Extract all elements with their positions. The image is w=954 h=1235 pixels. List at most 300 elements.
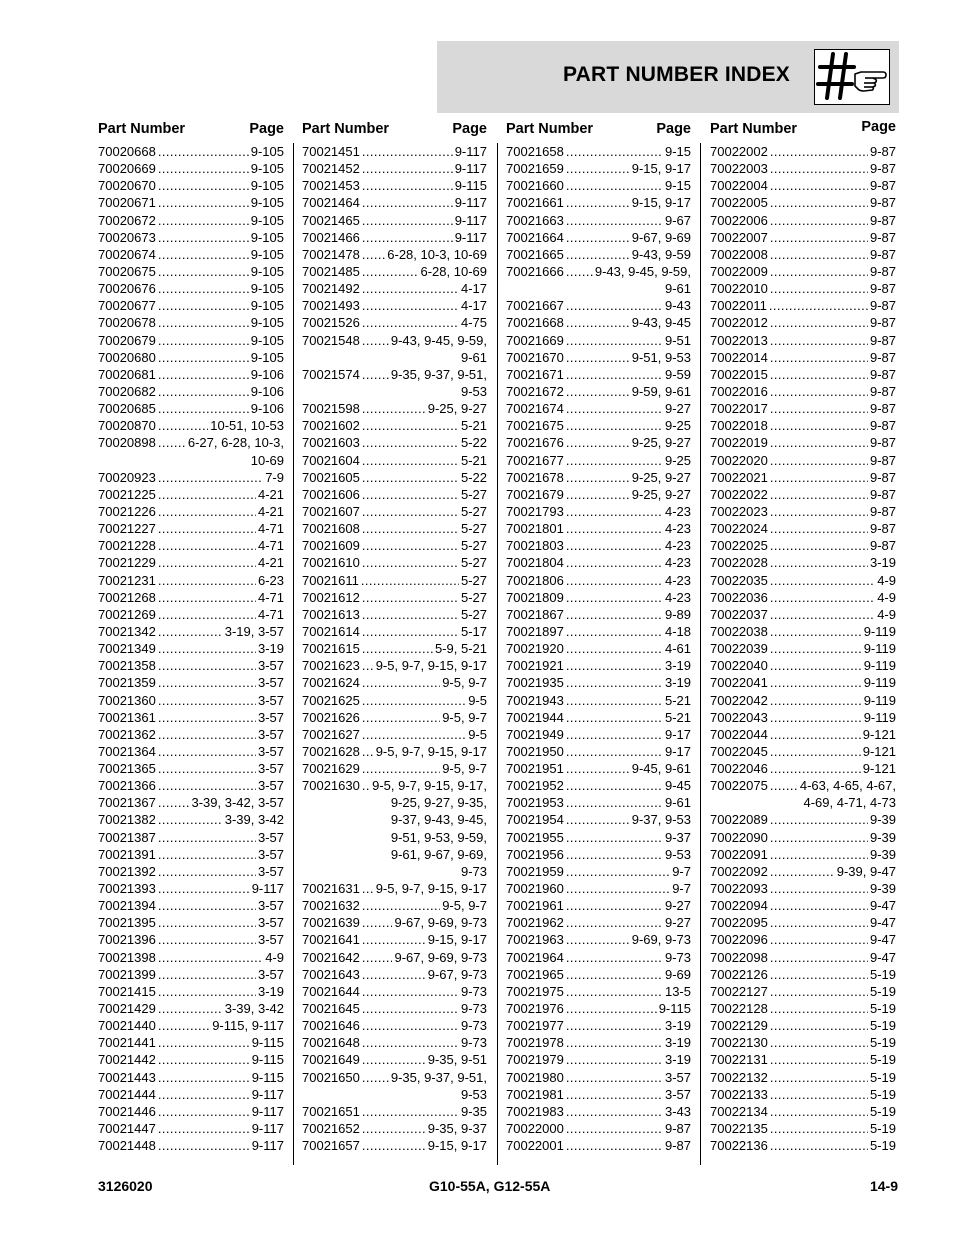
entry-list xyxy=(710,143,896,1154)
page-reference: 3-39, 3-42 xyxy=(224,1001,284,1017)
part-number: 70022035 xyxy=(710,572,768,588)
page-reference: 9-115 xyxy=(454,178,487,194)
dot-leader xyxy=(362,280,459,297)
dot-leader xyxy=(566,554,663,571)
page-reference: 9-121 xyxy=(862,743,896,759)
part-number: 70021415 xyxy=(98,983,156,999)
index-entry xyxy=(506,589,691,606)
index-entry xyxy=(302,520,487,537)
page-reference: 9-39 xyxy=(869,881,896,897)
index-entry xyxy=(98,709,284,726)
part-number: 70021660 xyxy=(506,178,564,194)
page-heading: Page xyxy=(452,121,487,137)
index-entry xyxy=(506,811,691,828)
dot-leader xyxy=(770,949,868,966)
dot-leader xyxy=(362,212,453,229)
part-number: 70021668 xyxy=(506,315,564,331)
page-reference: 9-61 xyxy=(664,795,691,811)
page-reference: 9-45, 9-61 xyxy=(631,761,691,777)
dot-leader xyxy=(566,572,663,589)
part-number: 70021366 xyxy=(98,778,156,794)
index-entry xyxy=(98,623,284,640)
index-entry xyxy=(506,314,691,331)
index-entry xyxy=(302,434,487,451)
part-number: 70021644 xyxy=(302,983,360,999)
dot-leader xyxy=(158,1086,250,1103)
part-number: 70021367 xyxy=(98,795,156,811)
page-reference: 4-23 xyxy=(664,521,691,537)
index-entry xyxy=(98,863,284,880)
page-reference: 9-45 xyxy=(664,778,691,794)
part-number: 70021231 xyxy=(98,572,156,588)
part-number: 70022038 xyxy=(710,623,768,639)
dot-leader xyxy=(566,897,663,914)
part-number: 70021981 xyxy=(506,1086,564,1102)
index-entry xyxy=(506,349,691,366)
part-number: 70021959 xyxy=(506,863,564,879)
page-reference: 3-19 xyxy=(664,675,691,691)
index-entry xyxy=(302,623,487,640)
page-reference: 3-57 xyxy=(257,846,284,862)
dot-leader xyxy=(770,469,868,486)
part-number: 70021393 xyxy=(98,881,156,897)
page-reference: 4-61 xyxy=(664,641,691,657)
part-number: 70021626 xyxy=(302,709,360,725)
index-entry xyxy=(710,554,896,571)
page-reference: 9-119 xyxy=(863,641,896,657)
page-reference: 9-87 xyxy=(869,349,896,365)
index-entry xyxy=(98,469,284,486)
index-entry xyxy=(302,640,487,657)
dot-leader xyxy=(158,743,256,760)
part-number: 70022037 xyxy=(710,606,768,622)
dot-leader xyxy=(158,1069,250,1086)
part-number: 70022040 xyxy=(710,658,768,674)
dot-leader xyxy=(566,194,630,211)
index-entry xyxy=(710,811,896,828)
index-entry xyxy=(98,846,284,863)
dot-leader xyxy=(158,486,256,503)
page-reference: 9-67, 9-69, 9-73 xyxy=(394,949,487,965)
page-reference: 9-59 xyxy=(664,366,691,382)
index-entry xyxy=(98,1137,284,1154)
part-number: 70022041 xyxy=(710,675,768,691)
page-reference: 9-47 xyxy=(869,915,896,931)
part-number: 70022011 xyxy=(710,298,767,314)
dot-leader xyxy=(566,709,663,726)
dot-leader xyxy=(158,314,249,331)
dot-leader xyxy=(566,486,630,503)
part-number: 70022003 xyxy=(710,161,768,177)
page-reference-continued: 9-37, 9-43, 9-45, xyxy=(390,812,487,828)
dot-leader xyxy=(770,554,868,571)
page-reference: 9-87 xyxy=(869,246,896,262)
index-entry xyxy=(710,674,896,691)
part-number: 70021897 xyxy=(506,623,564,639)
page-reference-continued: 9-61 xyxy=(460,349,487,365)
page-reference: 9-105 xyxy=(250,332,284,348)
index-entry xyxy=(98,212,284,229)
part-number: 70021963 xyxy=(506,932,564,948)
part-number: 70022022 xyxy=(710,486,768,502)
dot-leader xyxy=(566,1120,663,1137)
part-number: 70022015 xyxy=(710,366,768,382)
index-entry xyxy=(710,777,896,794)
page-reference: 9-67 xyxy=(664,212,691,228)
page-reference: 4-23 xyxy=(664,555,691,571)
dot-leader xyxy=(362,537,459,554)
dot-leader xyxy=(770,966,868,983)
part-number: 70021955 xyxy=(506,829,564,845)
page-reference: 9-5, 9-7 xyxy=(442,898,487,914)
entry-list xyxy=(98,143,284,1154)
part-number: 70021444 xyxy=(98,1086,156,1102)
part-number: 70021677 xyxy=(506,452,564,468)
dot-leader xyxy=(158,983,256,1000)
part-number: 70020681 xyxy=(98,366,156,382)
page-reference: 3-57 xyxy=(257,658,284,674)
dot-leader xyxy=(158,657,256,674)
page-reference: 4-71 xyxy=(257,521,284,537)
part-number: 70021269 xyxy=(98,606,156,622)
page-reference: 9-25, 9-27 xyxy=(427,401,487,417)
dot-leader xyxy=(361,572,459,589)
index-entry xyxy=(98,143,284,160)
page-reference: 5-19 xyxy=(869,1018,896,1034)
part-number: 70021935 xyxy=(506,675,564,691)
dot-leader xyxy=(566,383,630,400)
part-number: 70022090 xyxy=(710,829,768,845)
page-reference-continued: 9-73 xyxy=(460,863,487,879)
dot-leader xyxy=(362,1034,459,1051)
dot-leader xyxy=(770,194,868,211)
page-reference: 9-87 xyxy=(869,469,896,485)
part-number: 70021649 xyxy=(302,1052,360,1068)
index-entry xyxy=(98,931,284,948)
part-number: 70021610 xyxy=(302,555,360,571)
part-number: 70021979 xyxy=(506,1052,564,1068)
part-number: 70022013 xyxy=(710,332,768,348)
index-entry xyxy=(506,846,691,863)
index-entry xyxy=(710,366,896,383)
part-number: 70021628 xyxy=(302,743,360,759)
part-number: 70021574 xyxy=(302,366,360,382)
page-reference: 9-43, 9-45 xyxy=(631,315,691,331)
dot-leader xyxy=(566,314,630,331)
dot-leader xyxy=(770,177,868,194)
page-reference: 3-19 xyxy=(257,641,284,657)
header-banner xyxy=(437,41,899,113)
page-reference: 5-19 xyxy=(869,1103,896,1119)
page-reference: 9-47 xyxy=(869,898,896,914)
index-entry xyxy=(302,983,487,1000)
dot-leader xyxy=(770,657,862,674)
index-entry xyxy=(710,1137,896,1154)
part-number: 70021606 xyxy=(302,486,360,502)
part-number: 70020677 xyxy=(98,298,156,314)
index-entry xyxy=(710,897,896,914)
dot-leader xyxy=(566,520,663,537)
dot-leader xyxy=(362,726,466,743)
page-reference: 9-15, 9-17 xyxy=(631,161,691,177)
page-reference: 9-59, 9-61 xyxy=(631,383,691,399)
page-reference: 9-87 xyxy=(869,503,896,519)
page-reference: 3-39, 3-42 xyxy=(224,812,284,828)
part-number: 70021666 xyxy=(506,263,564,279)
index-entry xyxy=(710,314,896,331)
index-entry xyxy=(710,931,896,948)
dot-leader xyxy=(770,349,868,366)
part-number: 70021394 xyxy=(98,898,156,914)
page-reference: 3-57 xyxy=(257,726,284,742)
part-number: 70020679 xyxy=(98,332,156,348)
dot-leader xyxy=(362,160,453,177)
part-number: 70021625 xyxy=(302,692,360,708)
dot-leader xyxy=(158,846,256,863)
index-entry xyxy=(506,709,691,726)
page-reference: 4-21 xyxy=(257,503,284,519)
index-entry xyxy=(506,160,691,177)
dot-leader xyxy=(158,263,249,280)
dot-leader xyxy=(770,1000,868,1017)
hash-pointing-hand-icon xyxy=(814,49,890,105)
part-number: 70021399 xyxy=(98,966,156,982)
dot-leader xyxy=(158,1120,250,1137)
dot-leader xyxy=(362,640,433,657)
page-reference: 9-43, 9-45, 9-59, xyxy=(594,263,691,279)
page-reference: 3-39, 3-42, 3-57 xyxy=(191,795,284,811)
index-entry xyxy=(302,332,487,349)
part-number: 70022021 xyxy=(710,469,768,485)
page-reference: 9-5 xyxy=(468,692,487,708)
page-reference: 9-7 xyxy=(672,863,691,879)
index-entry xyxy=(302,366,487,383)
dot-leader xyxy=(770,400,868,417)
part-number: 70022044 xyxy=(710,726,768,742)
page-reference: 9-117 xyxy=(454,212,487,228)
dot-leader xyxy=(566,212,663,229)
page-reference: 4-18 xyxy=(664,623,691,639)
index-entry xyxy=(506,914,691,931)
page-reference: 9-5, 9-7 xyxy=(442,675,487,691)
index-entry xyxy=(302,246,487,263)
dot-leader xyxy=(362,1103,459,1120)
part-number: 70022136 xyxy=(710,1138,768,1154)
index-entry xyxy=(98,434,284,451)
index-column-1 xyxy=(98,118,284,1154)
page-heading: Page xyxy=(656,121,691,137)
page-reference: 9-39 xyxy=(869,829,896,845)
part-number: 70020923 xyxy=(98,469,156,485)
index-entry xyxy=(710,212,896,229)
index-entry xyxy=(506,194,691,211)
dot-leader xyxy=(770,143,868,160)
dot-leader xyxy=(566,846,663,863)
page-reference: 9-25, 9-27 xyxy=(631,469,691,485)
dot-leader xyxy=(770,1137,868,1154)
page-reference: 9-106 xyxy=(250,383,284,399)
dot-leader xyxy=(158,1000,223,1017)
index-entry xyxy=(98,606,284,623)
index-entry xyxy=(302,537,487,554)
part-number: 70021976 xyxy=(506,1001,564,1017)
page-reference: 9-53 xyxy=(664,846,691,862)
dot-leader xyxy=(770,709,862,726)
part-number: 70022023 xyxy=(710,503,768,519)
column-header xyxy=(506,118,691,144)
index-entry xyxy=(506,1103,691,1120)
part-number: 70020870 xyxy=(98,418,156,434)
page-reference: 9-7 xyxy=(672,881,691,897)
part-number: 70022093 xyxy=(710,881,768,897)
dot-leader xyxy=(566,332,663,349)
index-entry xyxy=(98,726,284,743)
index-entry xyxy=(506,897,691,914)
index-entry xyxy=(506,143,691,160)
dot-leader xyxy=(158,366,249,383)
index-entry xyxy=(710,829,896,846)
part-number: 70022132 xyxy=(710,1069,768,1085)
page-reference: 9-87 xyxy=(869,486,896,502)
part-number: 70021548 xyxy=(302,332,360,348)
dot-leader xyxy=(566,983,663,1000)
index-entry xyxy=(302,949,487,966)
page-reference-continued: 9-25, 9-27, 9-35, xyxy=(390,795,487,811)
dot-leader xyxy=(770,1103,868,1120)
dot-leader xyxy=(770,212,868,229)
page-reference-continued: 9-61 xyxy=(664,281,691,297)
part-number: 70021977 xyxy=(506,1018,564,1034)
part-number: 70022133 xyxy=(710,1086,768,1102)
dot-leader xyxy=(158,692,256,709)
index-entry xyxy=(302,212,487,229)
part-number: 70021663 xyxy=(506,212,564,228)
page-reference: 4-9 xyxy=(877,589,896,605)
page-reference: 9-119 xyxy=(863,709,896,725)
part-number: 70022020 xyxy=(710,452,768,468)
page-reference: 9-17 xyxy=(664,726,691,742)
column-divider xyxy=(293,143,294,1165)
dot-leader xyxy=(158,640,256,657)
part-number: 70021342 xyxy=(98,623,156,639)
dot-leader xyxy=(362,623,459,640)
dot-leader xyxy=(362,880,374,897)
dot-leader xyxy=(770,572,875,589)
part-number: 70021358 xyxy=(98,658,156,674)
index-entry xyxy=(98,400,284,417)
index-entry xyxy=(302,452,487,469)
page-reference: 5-19 xyxy=(869,983,896,999)
page-reference: 9-73 xyxy=(460,1018,487,1034)
page-reference: 9-87 xyxy=(869,538,896,554)
page-reference: 9-87 xyxy=(869,195,896,211)
index-entry xyxy=(302,297,487,314)
index-entry xyxy=(302,760,487,777)
part-number: 70021953 xyxy=(506,795,564,811)
dot-leader xyxy=(566,777,663,794)
page-reference: 9-87 xyxy=(869,401,896,417)
page-reference: 9-35, 9-37, 9-51, xyxy=(390,1069,487,1085)
part-number: 70022010 xyxy=(710,281,768,297)
page-reference: 9-87 xyxy=(869,212,896,228)
index-entry xyxy=(98,486,284,503)
index-entry xyxy=(98,297,284,314)
index-entry xyxy=(506,606,691,623)
index-entry xyxy=(506,1000,691,1017)
page-reference: 5-27 xyxy=(460,521,487,537)
part-number: 70020678 xyxy=(98,315,156,331)
page-reference: 5-22 xyxy=(460,435,487,451)
index-entry xyxy=(506,983,691,1000)
index-entry xyxy=(98,794,284,811)
page-reference: 9-25 xyxy=(664,452,691,468)
dot-leader xyxy=(769,297,868,314)
page-reference: 9-67, 9-69, 9-73 xyxy=(394,915,487,931)
page-reference: 9-73 xyxy=(460,1035,487,1051)
index-column-3 xyxy=(506,118,691,1154)
dot-leader xyxy=(158,246,249,263)
part-number: 70021602 xyxy=(302,418,360,434)
part-number: 70022001 xyxy=(506,1138,564,1154)
part-number: 70021664 xyxy=(506,229,564,245)
index-entry xyxy=(710,537,896,554)
index-entry xyxy=(98,366,284,383)
dot-leader xyxy=(158,554,256,571)
part-number-heading: Part Number xyxy=(302,121,390,137)
part-number: 70021598 xyxy=(302,401,360,417)
column-divider xyxy=(497,143,498,1165)
index-entry xyxy=(506,1069,691,1086)
part-number: 70022046 xyxy=(710,761,768,777)
index-entry xyxy=(710,572,896,589)
part-number: 70021806 xyxy=(506,572,564,588)
dot-leader xyxy=(362,503,459,520)
page-reference: 9-87 xyxy=(869,178,896,194)
part-number: 70021667 xyxy=(506,298,564,314)
index-entry xyxy=(710,177,896,194)
part-number: 70021651 xyxy=(302,1103,360,1119)
part-number: 70021954 xyxy=(506,812,564,828)
page-reference: 4-17 xyxy=(460,281,487,297)
index-entry xyxy=(710,657,896,674)
dot-leader xyxy=(770,674,862,691)
dot-leader xyxy=(158,589,256,606)
dot-leader xyxy=(362,983,459,1000)
part-number: 70022092 xyxy=(710,863,768,879)
page-reference: 9-69, 9-73 xyxy=(631,932,691,948)
part-number: 70022017 xyxy=(710,401,768,417)
index-entry xyxy=(98,1103,284,1120)
part-number: 70022004 xyxy=(710,178,768,194)
page-reference: 9-119 xyxy=(863,675,896,691)
dot-leader xyxy=(158,297,249,314)
index-entry xyxy=(506,572,691,589)
dot-leader xyxy=(770,880,868,897)
index-entry xyxy=(506,692,691,709)
dot-leader xyxy=(158,349,249,366)
page-reference: 3-57 xyxy=(257,675,284,691)
part-number: 70021803 xyxy=(506,538,564,554)
part-number: 70022134 xyxy=(710,1103,768,1119)
page-reference: 9-39, 9-47 xyxy=(836,863,896,879)
dot-leader xyxy=(158,537,256,554)
index-entry xyxy=(302,160,487,177)
page-reference: 4-63, 4-65, 4-67, xyxy=(799,778,896,794)
index-entry xyxy=(506,640,691,657)
index-entry xyxy=(302,1051,487,1068)
part-number: 70021365 xyxy=(98,761,156,777)
dot-leader xyxy=(566,657,663,674)
